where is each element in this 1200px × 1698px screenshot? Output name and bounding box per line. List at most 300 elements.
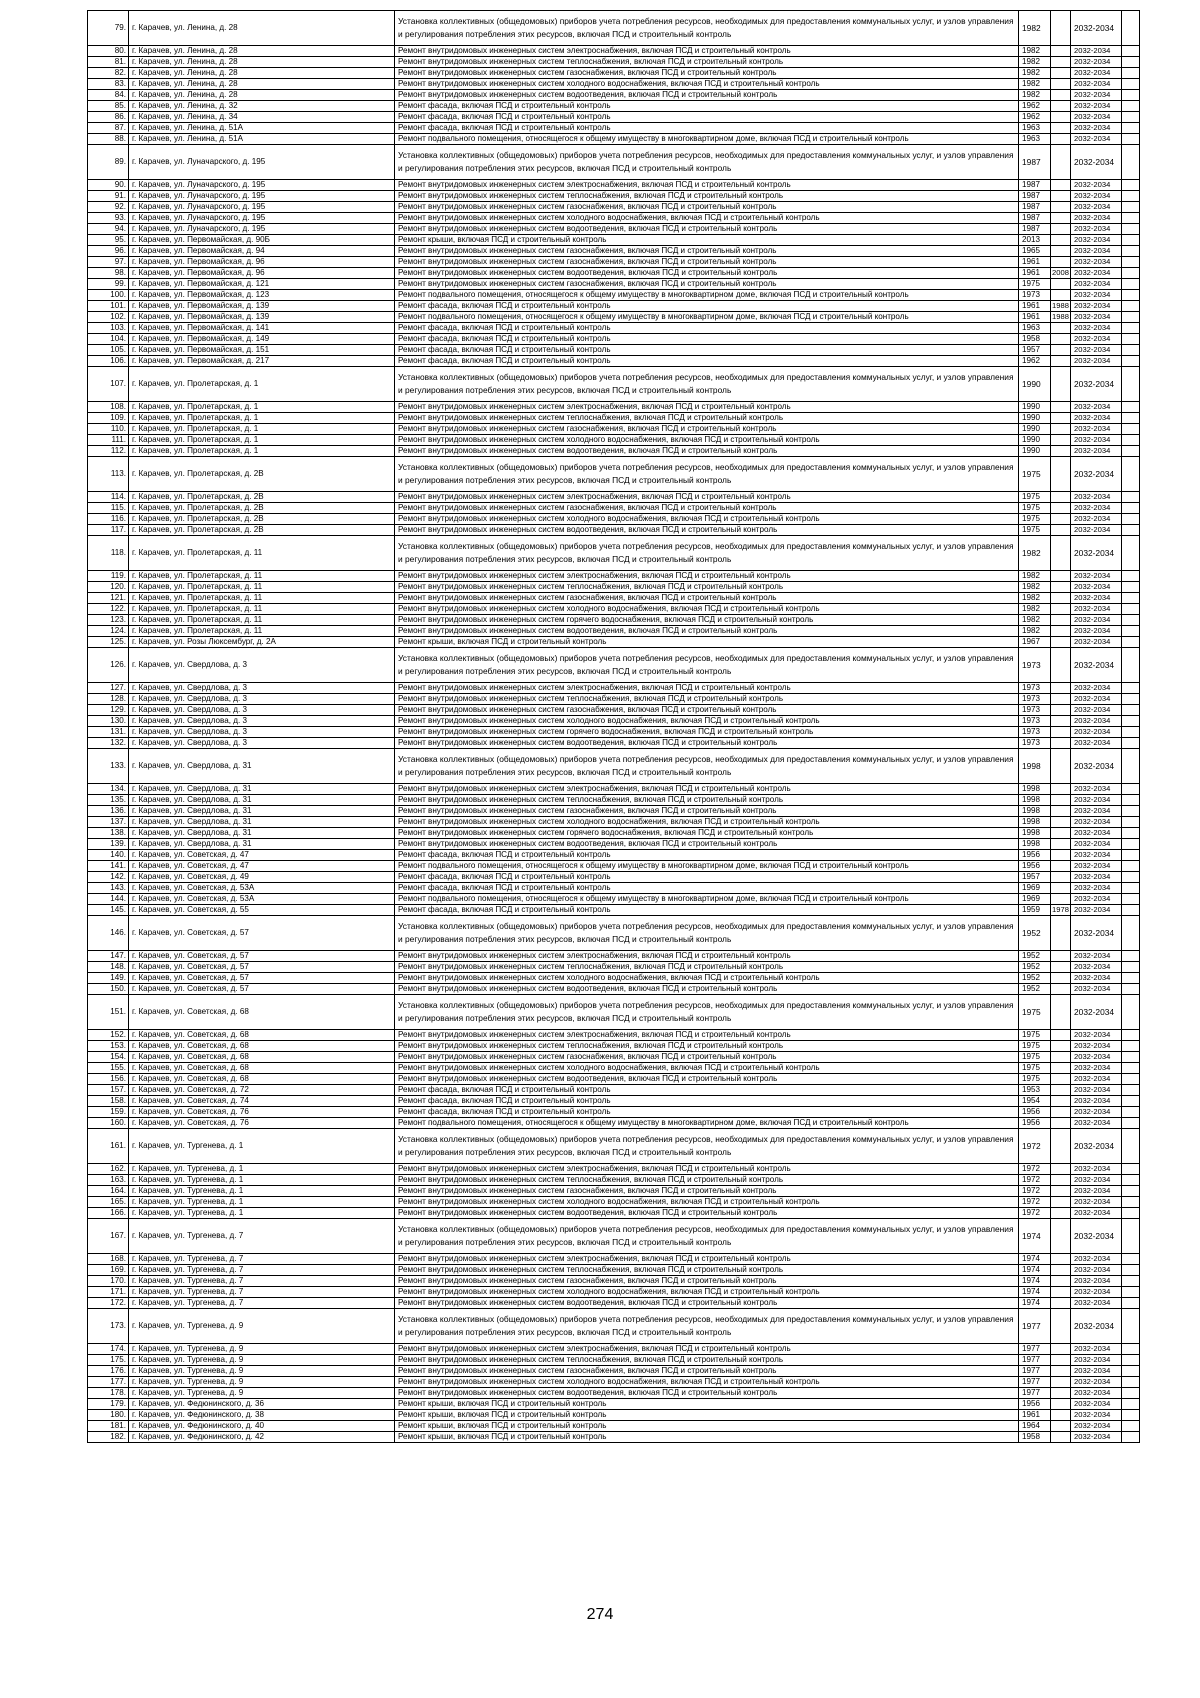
address-cell: г. Карачев, ул. Ленина, д. 28 xyxy=(129,46,395,57)
planned-period-cell: 2032-2034 xyxy=(1071,604,1122,615)
planned-period-cell: 2032-2034 xyxy=(1071,435,1122,446)
row-number-cell: 138. xyxy=(88,828,129,839)
row-number-cell: 128. xyxy=(88,694,129,705)
empty-cell xyxy=(1122,1410,1140,1421)
build-year-cell: 1974 xyxy=(1019,1298,1051,1309)
row-number-cell: 139. xyxy=(88,839,129,850)
build-year-cell: 1982 xyxy=(1019,68,1051,79)
table-row xyxy=(88,973,1140,984)
table-row xyxy=(88,492,1140,503)
table-row xyxy=(88,1129,1140,1164)
work-type-cell: Ремонт внутридомовых инженерных систем водоотведения, включая ПСД и строительный контроль xyxy=(395,839,1019,850)
build-year-cell: 1973 xyxy=(1019,694,1051,705)
row-number-cell: 172. xyxy=(88,1298,129,1309)
work-type-cell: Ремонт внутридомовых инженерных систем водоотведения, включая ПСД и строительный контроль xyxy=(395,1388,1019,1399)
work-type-cell: Ремонт внутридомовых инженерных систем газоснабжения, включая ПСД и строительный контроль xyxy=(395,202,1019,213)
last-repair-year-cell xyxy=(1051,749,1071,784)
address-cell: г. Карачев, ул. Свердлова, д. 31 xyxy=(129,784,395,795)
row-number-cell: 182. xyxy=(88,1432,129,1443)
last-repair-year-cell xyxy=(1051,446,1071,457)
empty-cell xyxy=(1122,951,1140,962)
address-cell: г. Карачев, ул. Пролетарская, д. 11 xyxy=(129,593,395,604)
table-row xyxy=(88,413,1140,424)
address-cell: г. Карачев, ул. Советская, д. 47 xyxy=(129,850,395,861)
table-row xyxy=(88,1344,1140,1355)
address-cell: г. Карачев, ул. Ленина, д. 28 xyxy=(129,11,395,46)
empty-cell xyxy=(1122,356,1140,367)
address-cell: г. Карачев, ул. Пролетарская, д. 11 xyxy=(129,615,395,626)
build-year-cell: 1972 xyxy=(1019,1175,1051,1186)
last-repair-year-cell: 1988 xyxy=(1052,301,1069,310)
work-type-cell: Ремонт внутридомовых инженерных систем газоснабжения, включая ПСД и строительный контроль xyxy=(395,593,1019,604)
build-year-cell: 1963 xyxy=(1019,134,1051,145)
work-type-cell: Ремонт крыши, включая ПСД и строительный контроль xyxy=(395,235,1019,246)
address-cell: г. Карачев, ул. Ленина, д. 51А xyxy=(129,134,395,145)
planned-period-cell: 2032-2034 xyxy=(1071,1410,1122,1421)
last-repair-year-cell xyxy=(1051,257,1071,268)
planned-period-cell: 2032-2034 xyxy=(1071,705,1122,716)
table-row xyxy=(88,850,1140,861)
table-row xyxy=(88,716,1140,727)
row-number-cell: 151. xyxy=(88,995,129,1030)
build-year-cell: 1987 xyxy=(1019,213,1051,224)
address-cell: г. Карачев, ул. Пролетарская, д. 2В xyxy=(129,514,395,525)
last-repair-year-cell xyxy=(1051,112,1071,123)
row-number-cell: 150. xyxy=(88,984,129,995)
work-type-cell: Ремонт внутридомовых инженерных систем газоснабжения, включая ПСД и строительный контроль xyxy=(395,503,1019,514)
empty-cell xyxy=(1122,593,1140,604)
empty-cell xyxy=(1122,905,1140,916)
row-number-cell: 89. xyxy=(88,145,129,180)
table-row xyxy=(88,11,1140,46)
work-type-cell: Ремонт крыши, включая ПСД и строительный контроль xyxy=(395,1410,1019,1421)
address-cell: г. Карачев, ул. Тургенева, д. 9 xyxy=(129,1388,395,1399)
planned-period-cell: 2032-2034 xyxy=(1071,1276,1122,1287)
table-row xyxy=(88,367,1140,402)
planned-period-cell: 2032-2034 xyxy=(1071,626,1122,637)
last-repair-year-cell xyxy=(1051,995,1071,1030)
table-row xyxy=(88,861,1140,872)
work-type-cell: Установка коллективных (общедомовых) приборов учета потребления ресурсов, необходимых для предоставления коммунальных услуг, и узлов управления и регулирования потребления этих ресурсов, включая ПСД и строительный контроль xyxy=(395,1129,1019,1164)
work-type-cell: Ремонт фасада, включая ПСД и строительный контроль xyxy=(395,850,1019,861)
planned-period-cell: 2032-2034 xyxy=(1071,525,1122,536)
table-row xyxy=(88,571,1140,582)
build-year-cell: 1977 xyxy=(1019,1344,1051,1355)
empty-cell xyxy=(1122,312,1140,323)
build-year-cell: 1982 xyxy=(1019,615,1051,626)
work-type-cell: Ремонт внутридомовых инженерных систем холодного водоснабжения, включая ПСД и строительный контроль xyxy=(395,435,1019,446)
last-repair-year-cell: 1988 xyxy=(1052,312,1069,321)
address-cell: г. Карачев, ул. Первомайская, д. 94 xyxy=(129,246,395,257)
last-repair-year-cell xyxy=(1051,1107,1071,1118)
address-cell: г. Карачев, ул. Советская, д. 57 xyxy=(129,962,395,973)
planned-period-cell: 2032-2034 xyxy=(1071,235,1122,246)
build-year-cell: 1973 xyxy=(1019,716,1051,727)
planned-period-cell: 2032-2034 xyxy=(1071,1197,1122,1208)
table-row xyxy=(88,894,1140,905)
build-year-cell: 1977 xyxy=(1019,1309,1051,1344)
planned-period-cell: 2032-2034 xyxy=(1071,1432,1122,1443)
empty-cell xyxy=(1122,323,1140,334)
empty-cell xyxy=(1122,694,1140,705)
build-year-cell: 1965 xyxy=(1019,246,1051,257)
empty-cell xyxy=(1122,861,1140,872)
work-type-cell: Ремонт внутридомовых инженерных систем электроснабжения, включая ПСД и строительный контроль xyxy=(395,402,1019,413)
planned-period-cell: 2032-2034 xyxy=(1071,514,1122,525)
repair-plan-table xyxy=(87,10,1140,1443)
build-year-cell: 1973 xyxy=(1019,738,1051,749)
work-type-cell: Ремонт внутридомовых инженерных систем теплоснабжения, включая ПСД и строительный контроль xyxy=(395,1355,1019,1366)
row-number-cell: 104. xyxy=(88,334,129,345)
table-row xyxy=(88,112,1140,123)
empty-cell xyxy=(1122,973,1140,984)
build-year-cell: 1977 xyxy=(1019,1366,1051,1377)
last-repair-year-cell xyxy=(1051,279,1071,290)
planned-period-cell: 2032-2034 xyxy=(1071,1355,1122,1366)
empty-cell xyxy=(1122,1265,1140,1276)
build-year-cell: 1974 xyxy=(1019,1254,1051,1265)
planned-period-cell: 2032-2034 xyxy=(1071,828,1122,839)
last-repair-year-cell xyxy=(1051,514,1071,525)
work-type-cell: Ремонт внутридомовых инженерных систем водоотведения, включая ПСД и строительный контроль xyxy=(395,1074,1019,1085)
row-number-cell: 86. xyxy=(88,112,129,123)
last-repair-year-cell xyxy=(1051,525,1071,536)
planned-period-cell: 2032-2034 xyxy=(1071,202,1122,213)
last-repair-year-cell xyxy=(1051,973,1071,984)
last-repair-year-cell xyxy=(1051,1164,1071,1175)
planned-period-cell: 2032-2034 xyxy=(1071,1085,1122,1096)
row-number-cell: 111. xyxy=(88,435,129,446)
work-type-cell: Ремонт внутридомовых инженерных систем газоснабжения, включая ПСД и строительный контроль xyxy=(395,68,1019,79)
address-cell: г. Карачев, ул. Тургенева, д. 1 xyxy=(129,1208,395,1219)
build-year-cell: 1962 xyxy=(1019,356,1051,367)
planned-period-cell: 2032-2034 xyxy=(1071,312,1122,323)
row-number-cell: 85. xyxy=(88,101,129,112)
build-year-cell: 1956 xyxy=(1019,850,1051,861)
address-cell: г. Карачев, ул. Свердлова, д. 3 xyxy=(129,648,395,683)
last-repair-year-cell xyxy=(1051,402,1071,413)
address-cell: г. Карачев, ул. Тургенева, д. 7 xyxy=(129,1254,395,1265)
row-number-cell: 120. xyxy=(88,582,129,593)
last-repair-year-cell xyxy=(1051,694,1071,705)
address-cell: г. Карачев, ул. Свердлова, д. 3 xyxy=(129,705,395,716)
address-cell: г. Карачев, ул. Луначарского, д. 195 xyxy=(129,145,395,180)
last-repair-year-cell xyxy=(1051,916,1071,951)
build-year-cell: 1998 xyxy=(1019,784,1051,795)
planned-period-cell: 2032-2034 xyxy=(1071,1129,1122,1164)
table-row xyxy=(88,1388,1140,1399)
address-cell: г. Карачев, ул. Первомайская, д. 141 xyxy=(129,323,395,334)
work-type-cell: Ремонт фасада, включая ПСД и строительный контроль xyxy=(395,123,1019,134)
empty-cell xyxy=(1122,514,1140,525)
work-type-cell: Ремонт внутридомовых инженерных систем холодного водоснабжения, включая ПСД и строительный контроль xyxy=(395,1287,1019,1298)
address-cell: г. Карачев, ул. Пролетарская, д. 11 xyxy=(129,571,395,582)
build-year-cell: 1975 xyxy=(1019,995,1051,1030)
build-year-cell: 1975 xyxy=(1019,1074,1051,1085)
work-type-cell: Ремонт внутридомовых инженерных систем газоснабжения, включая ПСД и строительный контроль xyxy=(395,1276,1019,1287)
empty-cell xyxy=(1122,68,1140,79)
last-repair-year-cell: 2008 xyxy=(1052,268,1069,277)
build-year-cell: 1975 xyxy=(1019,1063,1051,1074)
work-type-cell: Ремонт внутридомовых инженерных систем теплоснабжения, включая ПСД и строительный контроль xyxy=(395,1175,1019,1186)
address-cell: г. Карачев, ул. Свердлова, д. 31 xyxy=(129,839,395,850)
row-number-cell: 141. xyxy=(88,861,129,872)
last-repair-year-cell xyxy=(1051,1219,1071,1254)
address-cell: г. Карачев, ул. Тургенева, д. 7 xyxy=(129,1287,395,1298)
last-repair-year-cell xyxy=(1051,1287,1071,1298)
address-cell: г. Карачев, ул. Свердлова, д. 31 xyxy=(129,749,395,784)
work-type-cell: Ремонт внутридомовых инженерных систем водоотведения, включая ПСД и строительный контроль xyxy=(395,90,1019,101)
address-cell: г. Карачев, ул. Федюнинского, д. 42 xyxy=(129,1432,395,1443)
row-number-cell: 129. xyxy=(88,705,129,716)
last-repair-year-cell xyxy=(1051,1129,1071,1164)
empty-cell xyxy=(1122,424,1140,435)
last-repair-year-cell xyxy=(1051,582,1071,593)
work-type-cell: Ремонт внутридомовых инженерных систем газоснабжения, включая ПСД и строительный контроль xyxy=(395,279,1019,290)
row-number-cell: 113. xyxy=(88,457,129,492)
table-row xyxy=(88,1254,1140,1265)
address-cell: г. Карачев, ул. Тургенева, д. 9 xyxy=(129,1377,395,1388)
address-cell: г. Карачев, ул. Свердлова, д. 31 xyxy=(129,795,395,806)
build-year-cell: 2013 xyxy=(1019,235,1051,246)
work-type-cell: Ремонт внутридомовых инженерных систем холодного водоснабжения, включая ПСД и строительный контроль xyxy=(395,604,1019,615)
table-row xyxy=(88,101,1140,112)
row-number-cell: 154. xyxy=(88,1052,129,1063)
address-cell: г. Карачев, ул. Свердлова, д. 31 xyxy=(129,806,395,817)
table-row xyxy=(88,951,1140,962)
work-type-cell: Установка коллективных (общедомовых) приборов учета потребления ресурсов, необходимых для предоставления коммунальных услуг, и узлов управления и регулирования потребления этих ресурсов, включая ПСД и строительный контроль xyxy=(395,457,1019,492)
row-number-cell: 108. xyxy=(88,402,129,413)
address-cell: г. Карачев, ул. Луначарского, д. 195 xyxy=(129,180,395,191)
row-number-cell: 171. xyxy=(88,1287,129,1298)
empty-cell xyxy=(1122,134,1140,145)
table-row xyxy=(88,446,1140,457)
work-type-cell: Ремонт крыши, включая ПСД и строительный контроль xyxy=(395,1432,1019,1443)
work-type-cell: Установка коллективных (общедомовых) приборов учета потребления ресурсов, необходимых для предоставления коммунальных услуг, и узлов управления и регулирования потребления этих ресурсов, включая ПСД и строительный контроль xyxy=(395,1219,1019,1254)
planned-period-cell: 2032-2034 xyxy=(1071,1164,1122,1175)
planned-period-cell: 2032-2034 xyxy=(1071,1421,1122,1432)
row-number-cell: 116. xyxy=(88,514,129,525)
empty-cell xyxy=(1122,1388,1140,1399)
address-cell: г. Карачев, ул. Первомайская, д. 151 xyxy=(129,345,395,356)
build-year-cell: 1987 xyxy=(1019,191,1051,202)
planned-period-cell: 2032-2034 xyxy=(1071,962,1122,973)
table-row xyxy=(88,536,1140,571)
planned-period-cell: 2032-2034 xyxy=(1071,839,1122,850)
empty-cell xyxy=(1122,345,1140,356)
row-number-cell: 149. xyxy=(88,973,129,984)
table-row xyxy=(88,1107,1140,1118)
row-number-cell: 176. xyxy=(88,1366,129,1377)
empty-cell xyxy=(1122,1366,1140,1377)
empty-cell xyxy=(1122,916,1140,951)
build-year-cell: 1952 xyxy=(1019,984,1051,995)
work-type-cell: Установка коллективных (общедомовых) приборов учета потребления ресурсов, необходимых для предоставления коммунальных услуг, и узлов управления и регулирования потребления этих ресурсов, включая ПСД и строительный контроль xyxy=(395,995,1019,1030)
planned-period-cell: 2032-2034 xyxy=(1071,951,1122,962)
work-type-cell: Ремонт фасада, включая ПСД и строительный контроль xyxy=(395,334,1019,345)
row-number-cell: 103. xyxy=(88,323,129,334)
table-row xyxy=(88,79,1140,90)
address-cell: г. Карачев, ул. Тургенева, д. 9 xyxy=(129,1309,395,1344)
address-cell: г. Карачев, ул. Пролетарская, д. 1 xyxy=(129,367,395,402)
address-cell: г. Карачев, ул. Пролетарская, д. 1 xyxy=(129,446,395,457)
work-type-cell: Ремонт внутридомовых инженерных систем газоснабжения, включая ПСД и строительный контроль xyxy=(395,246,1019,257)
planned-period-cell: 2032-2034 xyxy=(1071,1344,1122,1355)
work-type-cell: Установка коллективных (общедомовых) приборов учета потребления ресурсов, необходимых для предоставления коммунальных услуг, и узлов управления и регулирования потребления этих ресурсов, включая ПСД и строительный контроль xyxy=(395,367,1019,402)
table-row xyxy=(88,1298,1140,1309)
empty-cell xyxy=(1122,795,1140,806)
build-year-cell: 1972 xyxy=(1019,1129,1051,1164)
planned-period-cell: 2032-2034 xyxy=(1071,1118,1122,1129)
planned-period-cell: 2032-2034 xyxy=(1071,57,1122,68)
empty-cell xyxy=(1122,683,1140,694)
planned-period-cell: 2032-2034 xyxy=(1071,749,1122,784)
address-cell: г. Карачев, ул. Тургенева, д. 1 xyxy=(129,1197,395,1208)
table-row xyxy=(88,1276,1140,1287)
last-repair-year-cell xyxy=(1051,46,1071,57)
table-row xyxy=(88,749,1140,784)
empty-cell xyxy=(1122,1298,1140,1309)
row-number-cell: 178. xyxy=(88,1388,129,1399)
table-row xyxy=(88,435,1140,446)
planned-period-cell: 2032-2034 xyxy=(1071,1388,1122,1399)
table-row xyxy=(88,962,1140,973)
row-number-cell: 140. xyxy=(88,850,129,861)
table-row xyxy=(88,872,1140,883)
planned-period-cell: 2032-2034 xyxy=(1071,268,1122,279)
last-repair-year-cell xyxy=(1051,615,1071,626)
build-year-cell: 1961 xyxy=(1019,257,1051,268)
table-row xyxy=(88,312,1140,323)
row-number-cell: 109. xyxy=(88,413,129,424)
empty-cell xyxy=(1122,413,1140,424)
table-row xyxy=(88,424,1140,435)
build-year-cell: 1952 xyxy=(1019,916,1051,951)
empty-cell xyxy=(1122,615,1140,626)
table-row xyxy=(88,134,1140,145)
last-repair-year-cell xyxy=(1051,1186,1071,1197)
address-cell: г. Карачев, ул. Луначарского, д. 195 xyxy=(129,224,395,235)
empty-cell xyxy=(1122,839,1140,850)
work-type-cell: Установка коллективных (общедомовых) приборов учета потребления ресурсов, необходимых для предоставления коммунальных услуг, и узлов управления и регулирования потребления этих ресурсов, включая ПСД и строительный контроль xyxy=(395,536,1019,571)
row-number-cell: 153. xyxy=(88,1041,129,1052)
planned-period-cell: 2032-2034 xyxy=(1071,582,1122,593)
work-type-cell: Ремонт внутридомовых инженерных систем электроснабжения, включая ПСД и строительный контроль xyxy=(395,1030,1019,1041)
build-year-cell: 1974 xyxy=(1019,1265,1051,1276)
empty-cell xyxy=(1122,1041,1140,1052)
address-cell: г. Карачев, ул. Пролетарская, д. 1 xyxy=(129,402,395,413)
table-row xyxy=(88,615,1140,626)
planned-period-cell: 2032-2034 xyxy=(1071,1254,1122,1265)
row-number-cell: 114. xyxy=(88,492,129,503)
work-type-cell: Ремонт внутридомовых инженерных систем электроснабжения, включая ПСД и строительный контроль xyxy=(395,180,1019,191)
last-repair-year-cell xyxy=(1051,637,1071,648)
build-year-cell: 1961 xyxy=(1019,1410,1051,1421)
planned-period-cell: 2032-2034 xyxy=(1071,1265,1122,1276)
table-row xyxy=(88,301,1140,312)
address-cell: г. Карачев, ул. Первомайская, д. 217 xyxy=(129,356,395,367)
work-type-cell: Ремонт внутридомовых инженерных систем водоотведения, включая ПСД и строительный контроль xyxy=(395,224,1019,235)
last-repair-year-cell xyxy=(1051,202,1071,213)
planned-period-cell: 2032-2034 xyxy=(1071,637,1122,648)
planned-period-cell: 2032-2034 xyxy=(1071,1309,1122,1344)
build-year-cell: 1964 xyxy=(1019,1421,1051,1432)
last-repair-year-cell xyxy=(1051,716,1071,727)
table-row xyxy=(88,257,1140,268)
planned-period-cell: 2032-2034 xyxy=(1071,257,1122,268)
build-year-cell: 1975 xyxy=(1019,279,1051,290)
empty-cell xyxy=(1122,290,1140,301)
last-repair-year-cell xyxy=(1051,345,1071,356)
last-repair-year-cell xyxy=(1051,191,1071,202)
last-repair-year-cell xyxy=(1051,1074,1071,1085)
table-row xyxy=(88,694,1140,705)
row-number-cell: 169. xyxy=(88,1265,129,1276)
empty-cell xyxy=(1122,648,1140,683)
planned-period-cell: 2032-2034 xyxy=(1071,68,1122,79)
address-cell: г. Карачев, ул. Федюнинского, д. 38 xyxy=(129,1410,395,1421)
last-repair-year-cell xyxy=(1051,224,1071,235)
empty-cell xyxy=(1122,213,1140,224)
row-number-cell: 179. xyxy=(88,1399,129,1410)
planned-period-cell: 2032-2034 xyxy=(1071,1208,1122,1219)
last-repair-year-cell xyxy=(1051,962,1071,973)
work-type-cell: Ремонт внутридомовых инженерных систем электроснабжения, включая ПСД и строительный контроль xyxy=(395,951,1019,962)
last-repair-year-cell xyxy=(1051,784,1071,795)
work-type-cell: Ремонт внутридомовых инженерных систем электроснабжения, включая ПСД и строительный контроль xyxy=(395,683,1019,694)
address-cell: г. Карачев, ул. Советская, д. 76 xyxy=(129,1118,395,1129)
planned-period-cell: 2032-2034 xyxy=(1071,571,1122,582)
planned-period-cell: 2032-2034 xyxy=(1071,716,1122,727)
table-row xyxy=(88,727,1140,738)
address-cell: г. Карачев, ул. Пролетарская, д. 2В xyxy=(129,503,395,514)
table-row xyxy=(88,1287,1140,1298)
planned-period-cell: 2032-2034 xyxy=(1071,180,1122,191)
row-number-cell: 152. xyxy=(88,1030,129,1041)
address-cell: г. Карачев, ул. Ленина, д. 51А xyxy=(129,123,395,134)
row-number-cell: 174. xyxy=(88,1344,129,1355)
planned-period-cell: 2032-2034 xyxy=(1071,1052,1122,1063)
planned-period-cell: 2032-2034 xyxy=(1071,367,1122,402)
table-row xyxy=(88,1208,1140,1219)
empty-cell xyxy=(1122,1208,1140,1219)
build-year-cell: 1974 xyxy=(1019,1276,1051,1287)
build-year-cell: 1972 xyxy=(1019,1164,1051,1175)
row-number-cell: 143. xyxy=(88,883,129,894)
row-number-cell: 159. xyxy=(88,1107,129,1118)
last-repair-year-cell xyxy=(1051,213,1071,224)
row-number-cell: 181. xyxy=(88,1421,129,1432)
planned-period-cell: 2032-2034 xyxy=(1071,1063,1122,1074)
table-row xyxy=(88,1410,1140,1421)
row-number-cell: 158. xyxy=(88,1096,129,1107)
build-year-cell: 1952 xyxy=(1019,973,1051,984)
build-year-cell: 1982 xyxy=(1019,57,1051,68)
empty-cell xyxy=(1122,525,1140,536)
last-repair-year-cell xyxy=(1051,1421,1071,1432)
build-year-cell: 1956 xyxy=(1019,861,1051,872)
table-row xyxy=(88,1063,1140,1074)
address-cell: г. Карачев, ул. Советская, д. 53А xyxy=(129,894,395,905)
address-cell: г. Карачев, ул. Советская, д. 68 xyxy=(129,1052,395,1063)
work-type-cell: Ремонт внутридомовых инженерных систем газоснабжения, включая ПСД и строительный контроль xyxy=(395,1186,1019,1197)
empty-cell xyxy=(1122,705,1140,716)
build-year-cell: 1982 xyxy=(1019,79,1051,90)
build-year-cell: 1990 xyxy=(1019,367,1051,402)
row-number-cell: 110. xyxy=(88,424,129,435)
empty-cell xyxy=(1122,367,1140,402)
empty-cell xyxy=(1122,784,1140,795)
